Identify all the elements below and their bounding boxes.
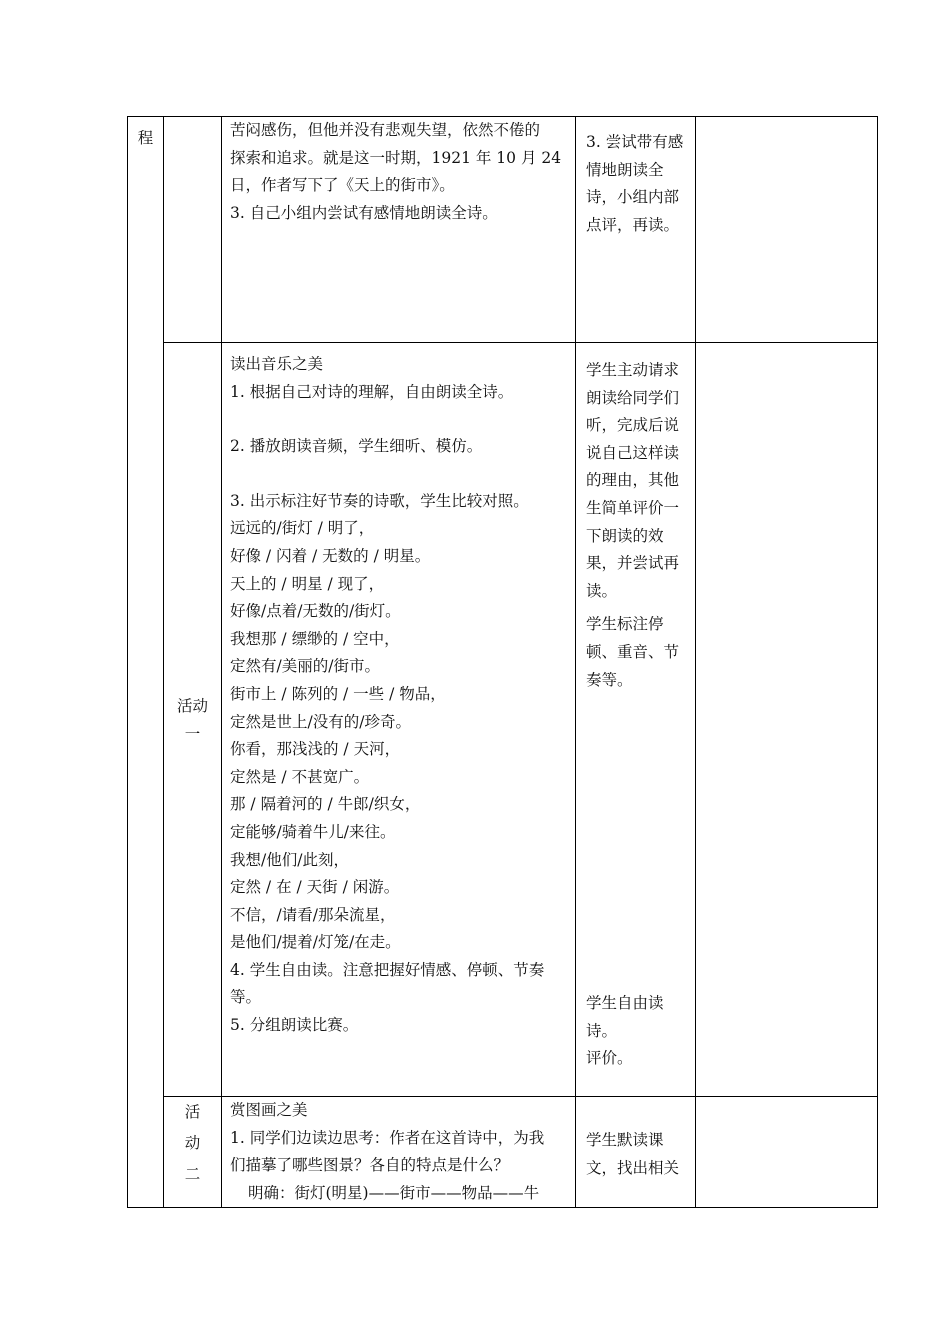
poem-line: 定然 / 在 / 天街 / 闲游。 (230, 878, 400, 897)
poem-line: 好像 / 闪着 / 无数的 / 明星。 (230, 546, 431, 565)
text-line: 评价。 (586, 1049, 633, 1068)
content-cell (222, 1097, 576, 1208)
text-line: 4. 学生自由读。注意把握好情感、停顿、节奏 (230, 960, 545, 979)
notes-cell (696, 117, 878, 343)
content-cell (222, 117, 576, 343)
poem-line: 我想/他们/此刻， (230, 850, 349, 869)
text-line: 点评，再读。 (586, 215, 680, 234)
student-activity-cell (576, 117, 696, 343)
text-line: 3. 尝试带有感 (586, 133, 684, 151)
text-line: 苦闷感伤，但他并没有悲观失望，依然不倦的 (230, 121, 541, 139)
stage-label-cell (128, 117, 164, 1208)
notes-cell (696, 1097, 878, 1208)
text-line: 学生主动请求 (586, 361, 680, 379)
poem-line: 定然有/美丽的/街市。 (230, 657, 380, 676)
text-line: 的理由，其他 (586, 471, 680, 490)
table-row (128, 117, 878, 343)
text-line: 说自己这样读 (586, 443, 680, 462)
table-row (128, 1097, 878, 1208)
text-line: 学生自由读 (586, 994, 664, 1013)
text-line: 生简单评价一 (586, 498, 680, 517)
stage-label: 程 (137, 129, 154, 147)
poem-line: 不信，/请看/那朵流星， (230, 905, 396, 924)
text-line: 探索和追求。就是这一时期，1921 年 10 月 24 (230, 148, 562, 167)
text-line: 5. 分组朗读比赛。 (230, 1016, 359, 1035)
activity-label: 活动 (176, 696, 208, 715)
poem-line: 好像/点着/无数的/街灯。 (230, 602, 401, 621)
poem-line: 定然是世上/没有的/珍奇。 (230, 712, 411, 731)
activity-label: 二 (184, 1165, 201, 1183)
activity-label-cell (164, 117, 222, 343)
text-line: 诗，小组内部 (586, 188, 680, 207)
text-line: 们描摹了哪些图景？各自的特点是什么？ (230, 1156, 510, 1175)
student-activity-cell (576, 343, 696, 1097)
activity-label: 一 (184, 724, 201, 743)
text-line: 1. 根据自己对诗的理解，自由朗读全诗。 (230, 382, 514, 401)
text-line: 顿、重音、节 (586, 642, 680, 661)
content-cell (222, 343, 576, 1097)
section-title: 读出音乐之美 (230, 355, 324, 373)
text-line: 3. 自己小组内尝试有感情地朗读全诗。 (230, 203, 498, 222)
text-line: 文，找出相关 (586, 1158, 680, 1177)
poem-line: 我想那 / 缥缈的 / 空中， (230, 629, 400, 648)
text-line: 听，完成后说 (586, 416, 680, 435)
text-line: 学生默读课 (586, 1131, 664, 1149)
table-row (128, 343, 878, 1097)
text-line: 情地朗读全 (586, 160, 664, 179)
text-line: 3. 出示标注好节奏的诗歌，学生比较对照。 (230, 491, 529, 510)
activity-label: 动 (184, 1134, 201, 1152)
poem-line: 天上的 / 明星 / 现了， (230, 574, 385, 593)
poem-line: 那 / 隔着河的 / 牛郎/织女， (230, 795, 421, 814)
activity-label-cell (164, 1097, 222, 1208)
text-line: 读。 (586, 581, 618, 600)
activity-label: 活 (184, 1103, 201, 1121)
notes-cell (696, 343, 878, 1097)
poem-line: 街市上 / 陈列的 / 一些 / 物品， (230, 684, 446, 703)
activity-label-cell (164, 343, 222, 1097)
text-line: 下朗读的效 (586, 526, 664, 545)
text-line: 明确：街灯(明星)——街市——物品——牛 (248, 1183, 540, 1202)
poem-line: 定能够/骑着牛儿/来往。 (230, 822, 396, 841)
poem-line: 定然是 / 不甚宽广。 (230, 767, 370, 786)
text-line: 果，并尝试再 (586, 554, 680, 573)
text-line: 1. 同学们边读边思考：作者在这首诗中，为我 (230, 1128, 545, 1147)
poem-line: 远远的/街灯 / 明了， (230, 519, 375, 538)
text-line: 2. 播放朗读音频，学生细听、模仿。 (230, 437, 483, 456)
text-line: 学生标注停 (586, 615, 664, 634)
student-activity-cell (576, 1097, 696, 1208)
text-line: 奏等。 (586, 670, 633, 689)
text-line: 日，作者写下了《天上的街市》。 (230, 176, 455, 195)
section-title: 赏图画之美 (230, 1101, 308, 1119)
poem-line: 你看，那浅浅的 / 天河， (230, 740, 401, 759)
lesson-plan-table (127, 116, 878, 1208)
text-line: 诗。 (586, 1021, 618, 1040)
text-line: 等。 (230, 988, 262, 1007)
text-line: 朗读给同学们 (586, 388, 680, 407)
poem-line: 是他们/提着/灯笼/在走。 (230, 933, 401, 952)
